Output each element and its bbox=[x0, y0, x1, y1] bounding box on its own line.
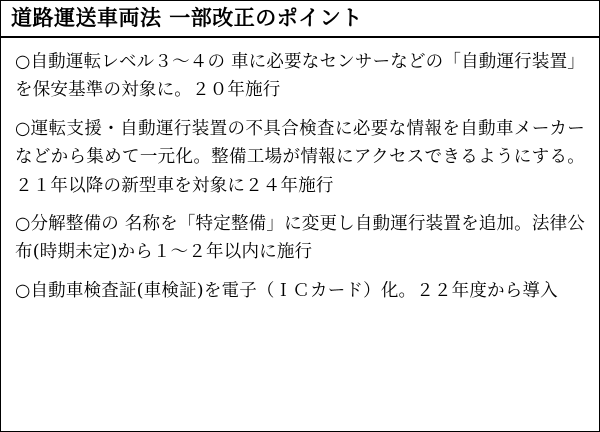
document-body bbox=[1, 38, 599, 305]
bullet-paragraph: ○運転支援・自動運行装置の不具合検査に必要な情報を自動車メーカーなどから集めて一元化。整備工場が情報にアクセスできるようにする。２１年以降の新型車を対象に２４年施行 bbox=[15, 118, 585, 196]
bullet-paragraph: ○自動運転レベル３〜４の 車に必要なセンサーなどの「自動運行装置」を保安基準の対象に。２０年施行 bbox=[15, 52, 585, 101]
title-bar bbox=[1, 1, 599, 38]
bullet-paragraph: ○分解整備の 名称を「特定整備」に変更し自動運行装置を追加。法律公布(時期未定)から１〜２年以内に施行 bbox=[15, 213, 585, 263]
bullet-paragraph: ○自動車検査証(車検証)を電子（ＩＣカード）化。２２年度から導入 bbox=[15, 280, 558, 301]
page-title: 道路運送車両法 一部改正のポイント bbox=[11, 6, 363, 30]
